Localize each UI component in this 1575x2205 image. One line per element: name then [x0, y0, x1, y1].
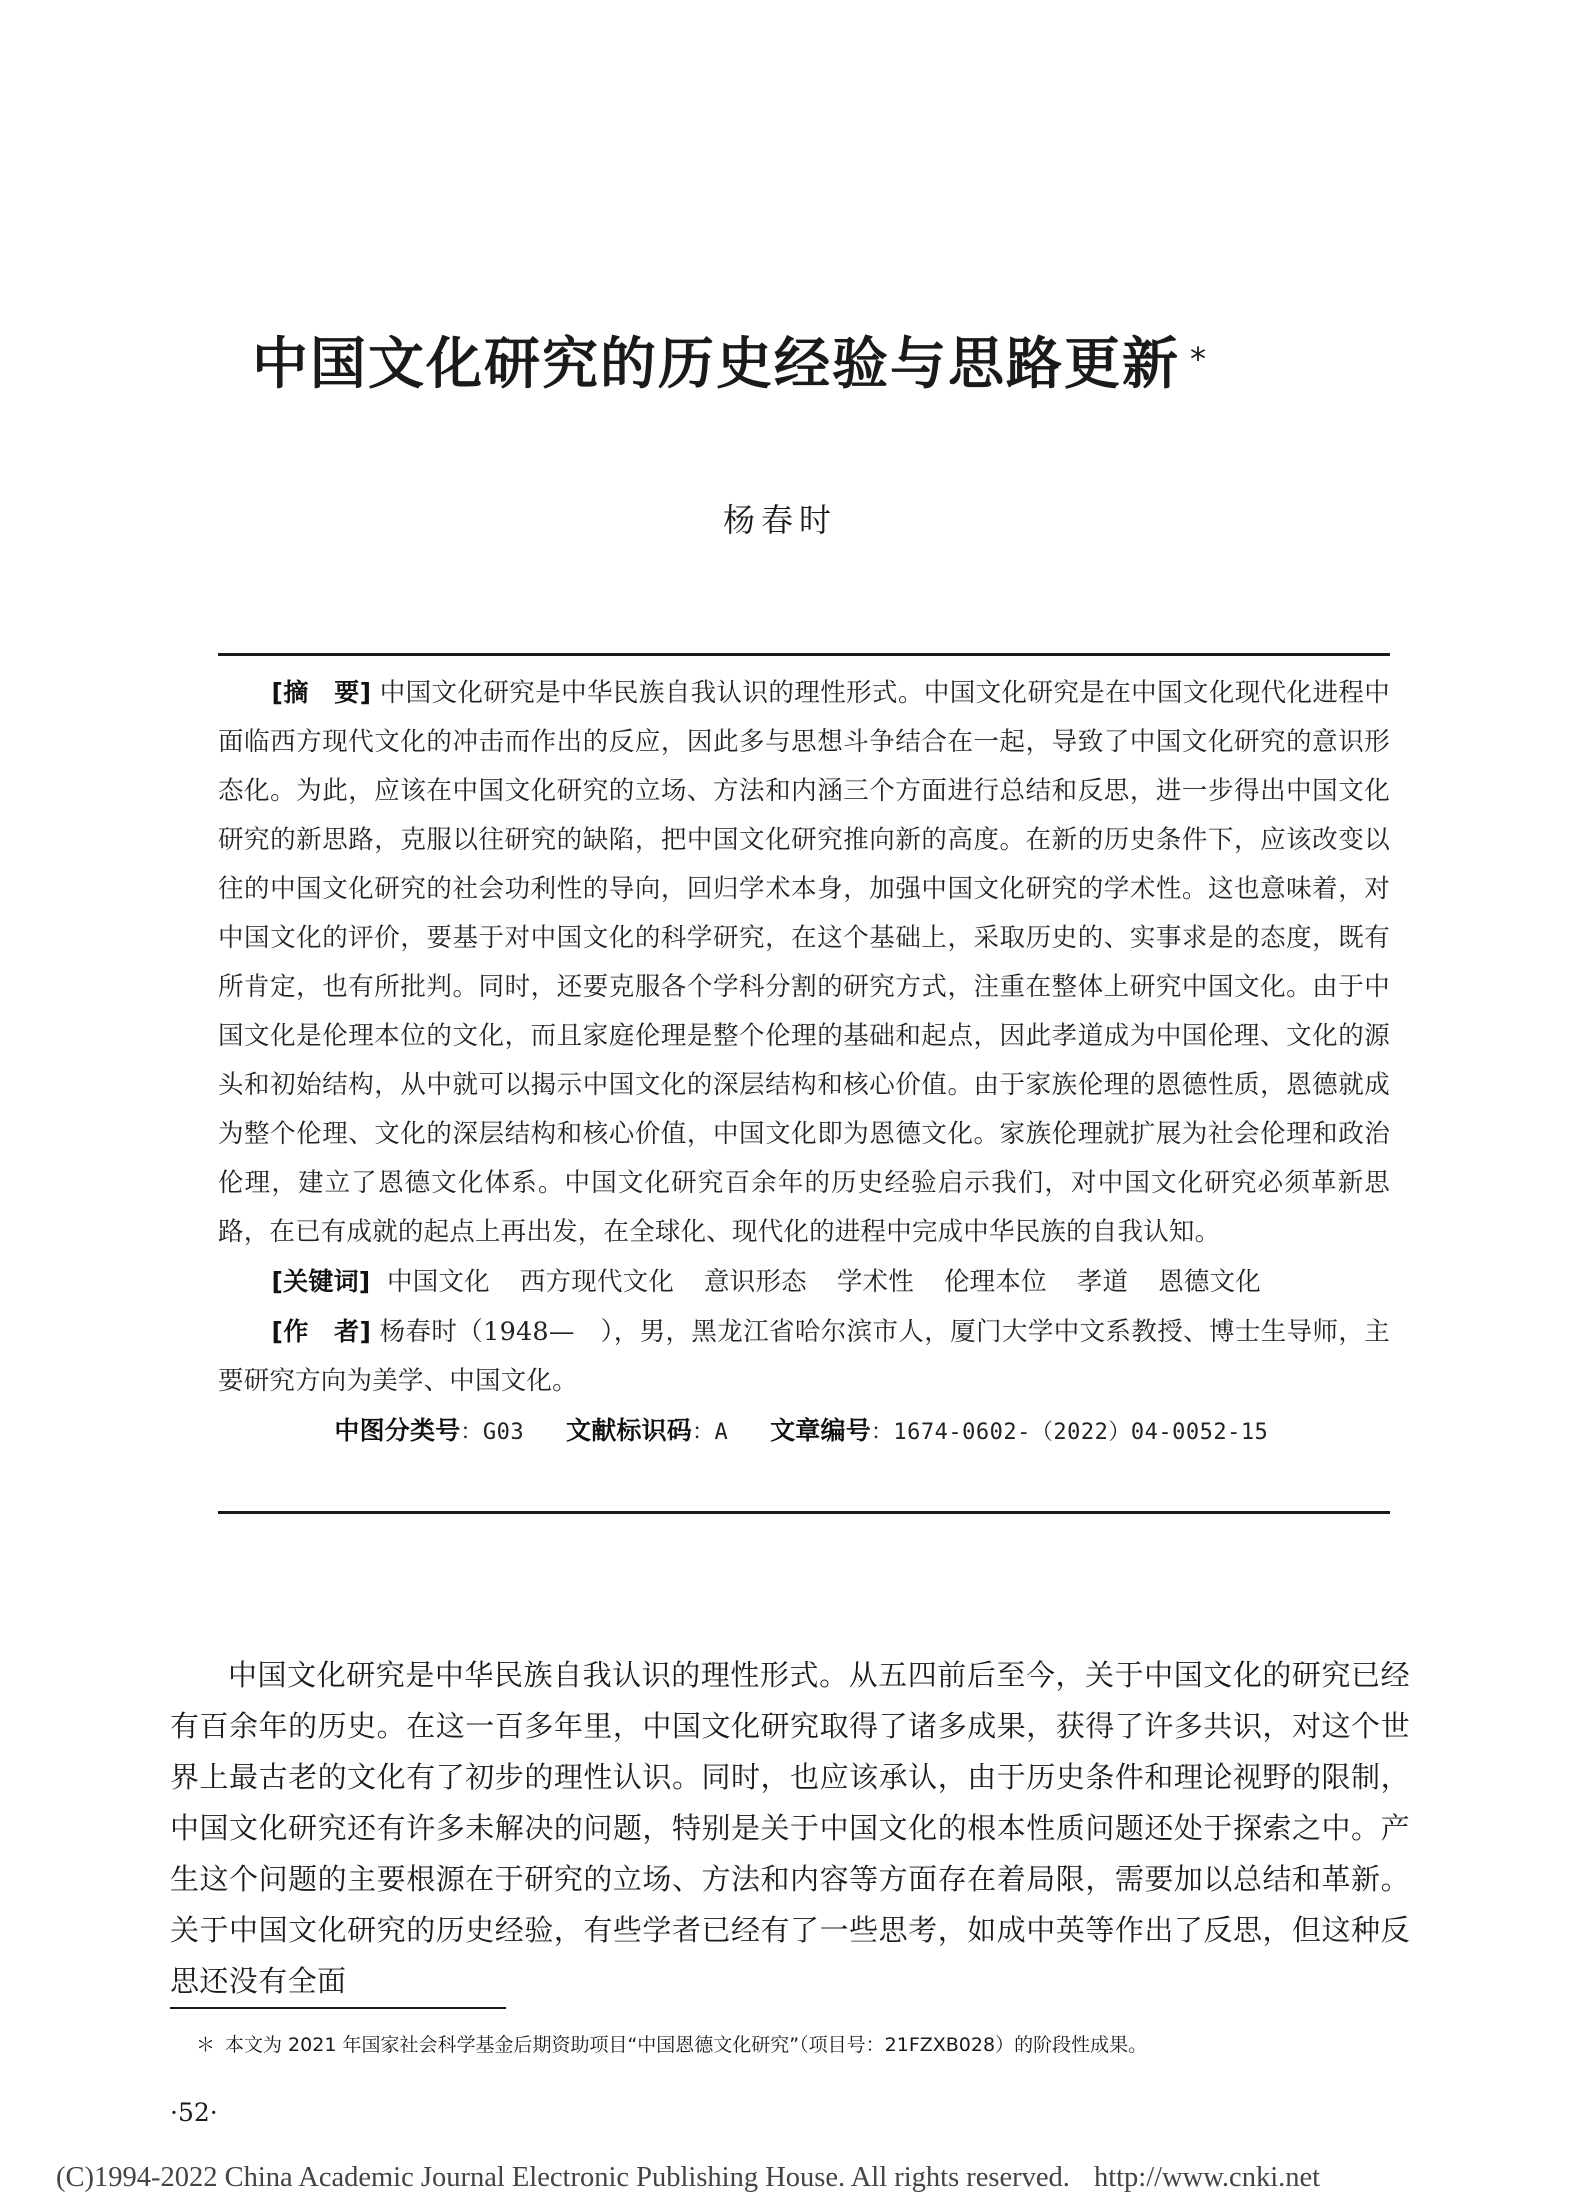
- copyright-footer: [56, 2160, 1536, 2196]
- article-number-value: ：1674-0602-（2022）04-0052-15: [870, 1420, 1269, 1445]
- copyright-url[interactable]: http://www.cnki.net: [1093, 2162, 1321, 2193]
- keyword: 孝道: [1076, 1267, 1129, 1297]
- abstract-block: [218, 668, 1390, 1458]
- clc-value: ：G03: [460, 1420, 525, 1445]
- keyword: 意识形态: [704, 1267, 807, 1297]
- article-number-label: 文章编号: [770, 1416, 871, 1445]
- classification-line: [218, 1406, 1390, 1458]
- author-info-text: 杨春时（1948— ），男，黑龙江省哈尔滨市人，厦门大学中文系教授、博士生导师，主要研究方向为美学、中国文化。: [218, 1317, 1390, 1396]
- abstract-top-rule: [218, 653, 1390, 656]
- copyright-text: (C)1994-2022 China Academic Journal Electronic Publishing House. All rights reserved.: [56, 2162, 1070, 2193]
- keyword: 恩德文化: [1158, 1267, 1261, 1297]
- clc-label: 中图分类号: [334, 1416, 461, 1445]
- footnote-text: 本文为 2021 年国家社会科学基金后期资助项目“中国恩德文化研究”（项目号：21FZXB028）的阶段性成果。: [225, 2034, 1148, 2056]
- body-text: [170, 1650, 1410, 2007]
- keyword: 伦理本位: [943, 1267, 1047, 1297]
- abstract-label: [摘 要]: [271, 678, 372, 707]
- title-footnote-mark: *: [1190, 340, 1208, 378]
- keyword: 西方现代文化: [519, 1267, 675, 1297]
- page-number: ·52·: [170, 2098, 218, 2127]
- abstract-paragraph: [218, 668, 1390, 1257]
- footnote-rule: [170, 2007, 506, 2009]
- author-info-line: [218, 1307, 1390, 1406]
- keyword: 中国文化: [387, 1267, 490, 1297]
- footnote-mark: ＊: [196, 2034, 216, 2056]
- keyword: 学术性: [836, 1267, 914, 1297]
- abstract-text: 中国文化研究是中华民族自我认识的理性形式。中国文化研究是在中国文化现代化进程中面临西方现代文化的冲击而作出的反应，因此多与思想斗争结合在一起，导致了中国文化研究的意识形态化。为此，应该在中国文化研究的立场、方法和内涵三个方面进行总结和反思，进一步得出中国文化研究的新思路，克服以往研究的缺陷，把中国文化研究推向新的高度。在新的历史条件下，应该改变以往的中国文化研究的社会功利性的导向，回归学术本身，加强中国文化研究的学术性。这也意味着，对中国文化的评价，要基于对中国文化的科学研究，在这个基础上，采取历史的、实事求是的态度，既有所肯定，也有所批判。同时，还要克服各个学科分割的研究方式，注重在整体上研究中国文化。由于中国文化是伦理本位的文化，而且家庭伦理是整个伦理的基础和起点，因此孝道成为中国伦理、文化的源头和初始结构，从中就可以揭示中国文化的深层结构和核心价值。由于家族伦理的恩德性质，恩德就成为整个伦理、文化的深层结构和核心价值，中国文化即为恩德文化。家族伦理就扩展为社会伦理和政治伦理，建立了恩德文化体系。中国文化研究百余年的历史经验启示我们，对中国文化研究必须革新思路，在已有成就的起点上再出发，在全球化、现代化的进程中完成中华民族的自我认知。: [218, 678, 1390, 1247]
- abstract-bottom-rule: [218, 1511, 1390, 1514]
- article-title: [150, 330, 1310, 400]
- body-paragraph: 中国文化研究是中华民族自我认识的理性形式。从五四前后至今，关于中国文化的研究已经有百余年的历史。在这一百多年里，中国文化研究取得了诸多成果，获得了许多共识，对这个世界上最古老的文化有了初步的理性认识。同时，也应该承认，由于历史条件和理论视野的限制，中国文化研究还有许多未解决的问题，特别是关于中国文化的根本性质问题还处于探索之中。产生这个问题的主要根源在于研究的立场、方法和内容等方面存在着局限，需要加以总结和革新。关于中国文化研究的历史经验，有些学者已经有了一些思考，如成中英等作出了反思，但这种反思还没有全面: [170, 1658, 1410, 1998]
- keywords-label: [关键词]: [271, 1267, 371, 1296]
- doc-code-label: 文献标识码: [566, 1416, 693, 1445]
- article-author: 杨春时: [722, 501, 837, 539]
- author-info-label: [作 者]: [271, 1317, 372, 1346]
- doc-code-value: ：A: [692, 1420, 729, 1445]
- title-text: 中国文化研究的历史经验与思路更新: [252, 332, 1180, 397]
- keywords-line: [218, 1257, 1390, 1307]
- footnote: [196, 2030, 1396, 2060]
